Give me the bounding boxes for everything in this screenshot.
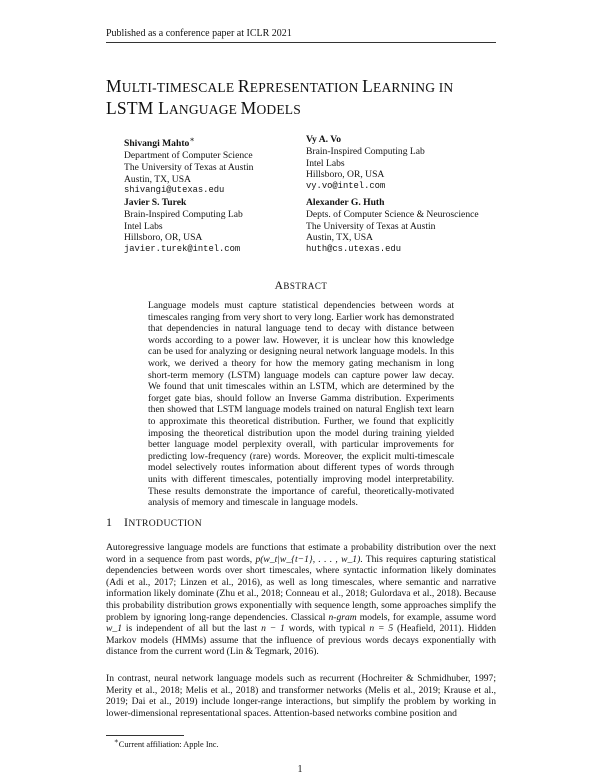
author-affiliation: Austin, TX, USA [124, 173, 191, 185]
author-block [306, 197, 479, 256]
author-email[interactable]: javier.turek@intel.com [124, 244, 241, 255]
author-affiliation: The University of Texas at Austin [124, 161, 254, 173]
footnote: ∗Current affiliation: Apple Inc. [114, 737, 219, 749]
page-number: 1 [297, 764, 303, 775]
author-block [306, 134, 425, 193]
author-affiliation: Intel Labs [306, 157, 345, 169]
author-name: Shivangi Mahto [124, 138, 190, 150]
author-name: Alexander G. Huth [306, 197, 385, 208]
intro-paragraph-2: In contrast, neural network language models such as recurrent (Hochreiter & Schmidhuber, 1997; Merity et al., 2018; Melis et al., 2018) and transformer networks (Melis et al., 2019; Krause et al., 2019; Dai et al., 2019) include longer-range interactions, but simplify the problem by working in lower-dimensional representational spaces. Attention-based networks combine position and [106, 673, 496, 719]
footnote-rule [106, 735, 184, 736]
formula: p(w_t|w_{t−1}, . . . , w_1) [255, 553, 361, 565]
author-affiliation: Brain-Inspired Computing Lab [124, 208, 243, 220]
author-name: Vy A. Vo [306, 134, 342, 145]
author-email[interactable]: huth@cs.utexas.edu [306, 244, 402, 255]
paper-title [106, 76, 496, 120]
author-affiliation: Hillsboro, OR, USA [124, 232, 203, 244]
intro-paragraph-1: Autoregressive language models are functions that estimate a probability distribution over the next word in a sequence from past words, p(w_t|w_{t−1}, . . . , w_1). This requires capturing statistical dependencies between words over short timescales, where syntactic information likely dominates (Adi et al., 2017; Linzen et al., 2016), as well as long timescales, where semantic and narrative information likely dominate (Zhu et al., 2018; Conneau et al., 2018; Gulordava et al., 2018). Because this probability distribution grows exponentially with sequence length, some approaches simplify the problem by ignoring long-range dependencies. Classical n-gram models, for example, assume word w_1 is independent of all but the last n − 1 words, with typical n = 5 (Heafield, 2011). Hidden Markov models (HMMs) assume that the influence of previous words decays exponentially with distance from the current word (Lin & Tegmark, 2016). [106, 542, 496, 658]
running-header: Published as a conference paper at ICLR 2021 [106, 28, 496, 43]
author-affiliation: Hillsboro, OR, USA [306, 169, 385, 181]
section-heading: 1 INTRODUCTION [106, 515, 203, 529]
author-email[interactable]: vy.vo@intel.com [306, 181, 386, 192]
affiliation-mark: ∗ [189, 135, 195, 144]
author-name: Javier S. Turek [124, 197, 187, 208]
author-affiliation: Intel Labs [124, 220, 163, 232]
author-affiliation: Depts. of Computer Science & Neuroscience [306, 208, 479, 220]
author-affiliation: Department of Computer Science [124, 149, 253, 161]
author-affiliation: Brain-Inspired Computing Lab [306, 145, 425, 157]
title-line-2: LSTM LANGUAGE MODELS [106, 98, 301, 118]
author-email[interactable]: shivangi@utexas.edu [124, 185, 225, 196]
author-affiliation: Austin, TX, USA [306, 232, 373, 244]
title-line-1: MULTI-TIMESCALE REPRESENTATION LEARNING IN [106, 76, 454, 96]
section-number: 1 [106, 515, 113, 529]
author-block [124, 134, 253, 197]
abstract-text: Language models must capture statistical dependencies between words at timescales ranging from very short to very long. Earlier work has demonstrated that dependencies in natural language tend to decay with distance between words according to a power law. However, it is unclear how this knowledge can be used for analyzing or designing neural network language models. In this work, we derived a theory for how the memory gating mechanism in long short-term memory (LSTM) language models can capture power law decay. We found that unit timescales within an LSTM, which are determined by the forget gate bias, should follow an Inverse Gamma distribution. Experiments then showed that LSTM language models trained on natural English text learn to approximate this theoretical distribution. Further, we found that explicitly imposing the theoretical distribution upon the model during training yielded better language model perplexity overall, with particular improvements for predicting low-frequency (rare) words. Moreover, the explicit multi-timescale model selectively routes information about different types of words through units with different timescales, potentially improving model interpretability. These results demonstrate the importance of careful, theoretically-motivated analysis of memory and timescale in language models. [148, 300, 454, 509]
author-block [124, 197, 243, 256]
abstract-heading: ABSTRACT [274, 280, 328, 292]
author-affiliation: The University of Texas at Austin [306, 220, 436, 232]
